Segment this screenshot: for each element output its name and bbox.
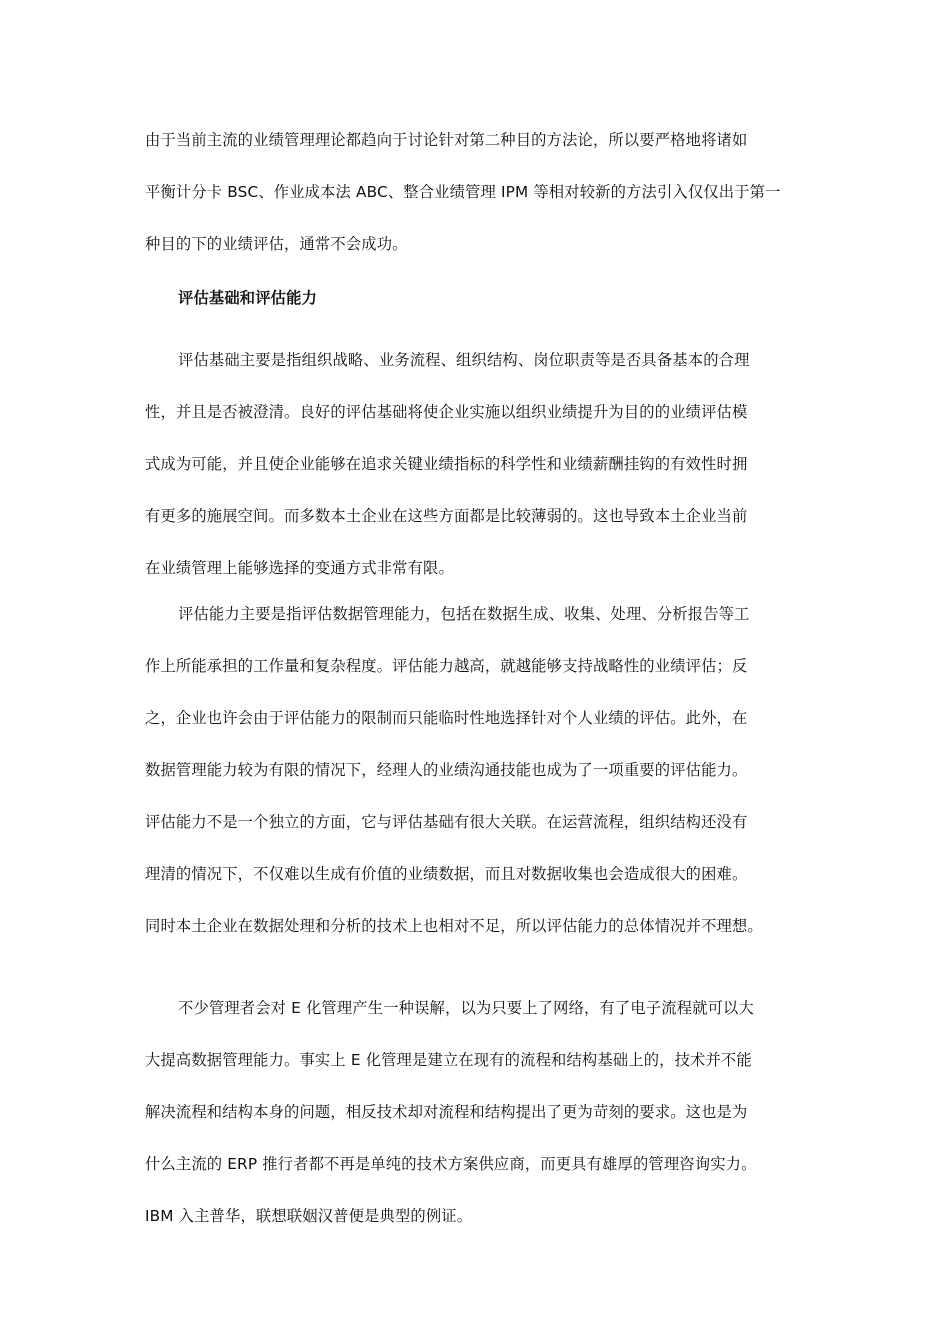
- paragraph-line: 在业绩管理上能够选择的变通方式非常有限。: [145, 559, 454, 577]
- heading-text: 评估基础和评估能力: [178, 289, 318, 307]
- paragraph-line: 种目的下的业绩评估，通常不会成功。: [145, 235, 408, 253]
- paragraph-line: 评估基础主要是指组织战略、业务流程、组织结构、岗位职责等是否具备基本的合理: [178, 351, 750, 369]
- paragraph-line: 由于当前主流的业绩管理理论都趋向于讨论针对第二种目的方法论，所以要严格地将诸如: [145, 131, 748, 149]
- paragraph-line: 解决流程和结构本身的问题，相反技术却对流程和结构提出了更为苛刻的要求。这也是为: [145, 1103, 748, 1121]
- paragraph-1: [145, 114, 805, 270]
- paragraph-line: 评估能力主要是指评估数据管理能力，包括在数据生成、收集、处理、分析报告等工: [178, 605, 750, 623]
- paragraph-line: IBM 入主普华，联想联姻汉普便是典型的例证。: [145, 1207, 473, 1225]
- paragraph-line: 数据管理能力较为有限的情况下，经理人的业绩沟通技能也成为了一项重要的评估能力。: [145, 761, 748, 779]
- paragraph-line: 有更多的施展空间。而多数本土企业在这些方面都是比较薄弱的。这也导致本土企业当前: [145, 507, 748, 525]
- paragraph-line: 评估能力不是一个独立的方面，它与评估基础有很大关联。在运营流程，组织结构还没有: [145, 813, 748, 831]
- paragraph-line: 同时本土企业在数据处理和分析的技术上也相对不足，所以评估能力的总体情况并不理想。: [145, 917, 763, 935]
- paragraph-line: 之，企业也许会由于评估能力的限制而只能临时性地选择针对个人业绩的评估。此外，在: [145, 709, 748, 727]
- section-heading: [145, 272, 805, 324]
- paragraph-4: [145, 982, 805, 1242]
- paragraph-3: [145, 588, 805, 952]
- paragraph-line: 什么主流的 ERP 推行者都不再是单纯的技术方案供应商，而更具有雄厚的管理咨询实力。: [145, 1155, 757, 1173]
- paragraph-2: [145, 334, 805, 594]
- paragraph-line: 作上所能承担的工作量和复杂程度。评估能力越高，就越能够支持战略性的业绩评估；反: [145, 657, 748, 675]
- paragraph-line: 性，并且是否被澄清。良好的评估基础将使企业实施以组织业绩提升为目的的业绩评估模: [145, 403, 748, 421]
- paragraph-line: 式成为可能，并且使企业能够在追求关键业绩指标的科学性和业绩薪酬挂钩的有效性时拥: [145, 455, 748, 473]
- paragraph-line: 平衡计分卡 BSC、作业成本法 ABC、整合业绩管理 IPM 等相对较新的方法引入仅仅出于第一: [145, 183, 781, 201]
- paragraph-line: 大提高数据管理能力。事实上 E 化管理是建立在现有的流程和结构基础上的，技术并不能: [145, 1051, 752, 1069]
- paragraph-line: 不少管理者会对 E 化管理产生一种误解，以为只要上了网络，有了电子流程就可以大: [178, 999, 754, 1017]
- paragraph-line: 理清的情况下，不仅难以生成有价值的业绩数据，而且对数据收集也会造成很大的困难。: [145, 865, 748, 883]
